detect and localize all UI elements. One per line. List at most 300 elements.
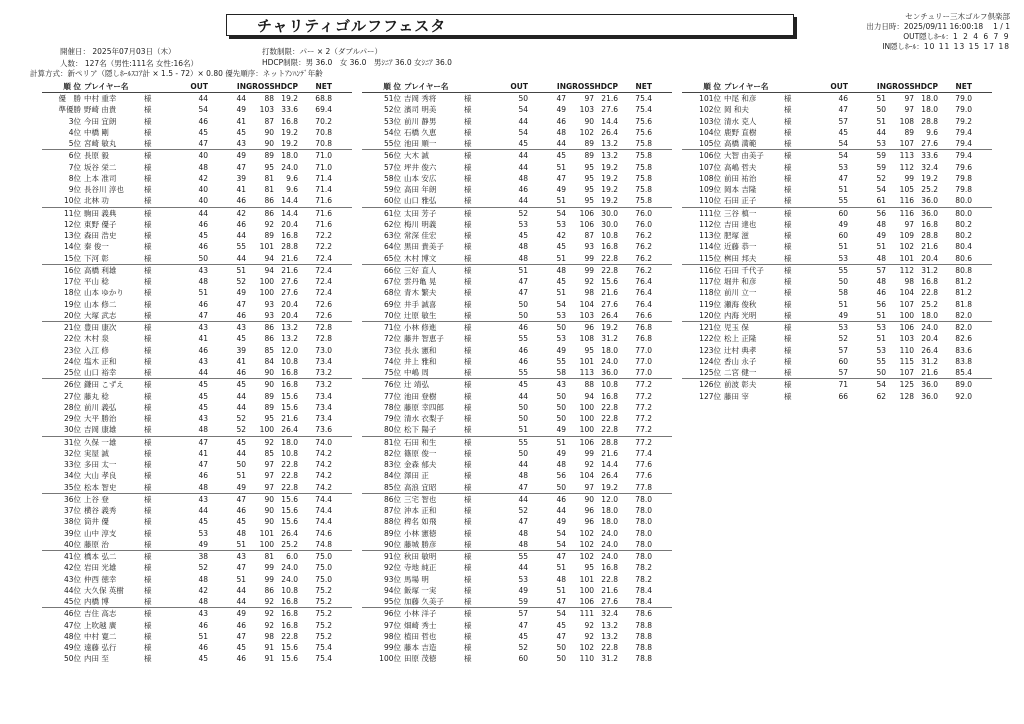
row-player: 高橋 利雄 — [84, 265, 117, 275]
table-row — [42, 620, 352, 631]
row-player: 坪井 俊六 — [404, 162, 437, 172]
row-in: 45 — [556, 620, 566, 630]
row-out: 58 — [838, 288, 848, 298]
row-in: 44 — [236, 391, 246, 401]
row-out: 53 — [838, 253, 848, 263]
row-gross: 108 — [899, 116, 914, 126]
row-out: 48 — [518, 528, 528, 538]
row-honorific: 様 — [144, 414, 152, 424]
row-hdcp: 30.0 — [601, 208, 618, 218]
table-row — [42, 104, 352, 115]
row-in: 48 — [876, 219, 886, 229]
row-rank: 123位 — [699, 345, 721, 355]
row-honorific: 様 — [784, 127, 792, 137]
info-date: 開催日： 2025年07月03日（木） — [60, 47, 176, 56]
row-rank: 10位 — [63, 196, 81, 206]
row-net: 89.0 — [955, 380, 972, 390]
row-net: 79.4 — [955, 151, 972, 161]
row-honorific: 様 — [464, 116, 472, 126]
row-honorific: 様 — [144, 94, 152, 104]
row-honorific: 様 — [144, 460, 152, 470]
row-rank: 55位 — [383, 139, 401, 149]
row-player: 山口 雅弘 — [404, 196, 437, 206]
row-out: 47 — [838, 105, 848, 115]
row-gross: 95 — [584, 185, 594, 195]
row-honorific: 様 — [464, 585, 472, 595]
row-out: 44 — [198, 368, 208, 378]
row-player: 坂谷 栄二 — [84, 162, 117, 172]
row-hdcp: 13.2 — [601, 139, 618, 149]
table-row — [682, 104, 992, 115]
row-net: 72.4 — [315, 288, 332, 298]
row-rank: 48位 — [63, 631, 81, 641]
header-in: IN — [876, 81, 886, 91]
row-out: 46 — [518, 323, 528, 333]
row-hdcp: 16.8 — [281, 368, 298, 378]
row-honorific: 様 — [144, 609, 152, 619]
row-honorific: 様 — [144, 552, 152, 562]
row-hdcp: 22.8 — [601, 253, 618, 263]
row-rank: 98位 — [383, 631, 401, 641]
row-player: 高嶋 哲夫 — [724, 162, 757, 172]
row-net: 72.4 — [315, 277, 332, 287]
row-player: 駒田 義典 — [84, 208, 117, 218]
row-honorific: 様 — [464, 482, 472, 492]
row-player: 松本 智史 — [84, 482, 117, 492]
table-row — [362, 550, 672, 562]
row-player: 今田 宜朗 — [84, 116, 117, 126]
row-in: 50 — [876, 368, 886, 378]
table-row — [362, 321, 672, 333]
row-in: 53 — [556, 310, 566, 320]
row-gross: 104 — [579, 299, 594, 309]
row-out: 44 — [518, 196, 528, 206]
row-player: 池田 登樹 — [404, 391, 437, 401]
row-in: 51 — [556, 288, 566, 298]
row-gross: 87 — [584, 231, 594, 241]
output-datetime-row — [790, 22, 1010, 32]
row-hdcp: 24.0 — [601, 539, 618, 549]
row-honorific: 様 — [784, 139, 792, 149]
row-out: 50 — [518, 94, 528, 104]
row-gross: 89 — [584, 139, 594, 149]
row-in: 46 — [236, 620, 246, 630]
row-net: 76.8 — [635, 334, 652, 344]
row-rank: 62位 — [383, 219, 401, 229]
row-in: 45 — [236, 517, 246, 527]
row-in: 50 — [556, 482, 566, 492]
row-honorific: 様 — [464, 471, 472, 481]
row-rank: 101位 — [699, 94, 721, 104]
row-net: 72.6 — [315, 299, 332, 309]
row-net: 71.6 — [315, 196, 332, 206]
row-in: 39 — [236, 173, 246, 183]
row-player: 小林 洋子 — [404, 609, 437, 619]
row-in: 49 — [876, 231, 886, 241]
row-out: 45 — [198, 517, 208, 527]
row-out: 52 — [198, 563, 208, 573]
row-gross: 115 — [899, 356, 914, 366]
table-row — [42, 470, 352, 481]
row-in: 42 — [556, 231, 566, 241]
row-player: 野崎 由貴 — [84, 105, 117, 115]
row-in: 46 — [236, 506, 246, 516]
row-hdcp: 36.0 — [921, 208, 938, 218]
row-player: 岡 和夫 — [724, 105, 749, 115]
row-net: 77.8 — [635, 482, 652, 492]
row-rank: 44位 — [63, 585, 81, 595]
row-rank: 63位 — [383, 231, 401, 241]
row-hdcp: 24.0 — [921, 323, 938, 333]
row-hdcp: 28.8 — [921, 231, 938, 241]
row-hdcp: 26.4 — [601, 310, 618, 320]
row-gross: 100 — [579, 414, 594, 424]
row-net: 73.6 — [315, 425, 332, 435]
row-in: 51 — [876, 242, 886, 252]
header-in: IN — [556, 81, 566, 91]
table-row — [42, 596, 352, 607]
row-player: 藤原 治 — [84, 539, 109, 549]
table-row — [42, 505, 352, 516]
row-hdcp: 22.8 — [921, 288, 938, 298]
row-gross: 94 — [264, 253, 274, 263]
row-out: 45 — [198, 402, 208, 412]
row-hdcp: 25.2 — [921, 185, 938, 195]
row-in: 56 — [556, 471, 566, 481]
row-honorific: 様 — [144, 277, 152, 287]
row-honorific: 様 — [784, 380, 792, 390]
row-honorific: 様 — [784, 345, 792, 355]
row-net: 73.0 — [315, 345, 332, 355]
row-player: 藤丸 稔 — [84, 391, 109, 401]
row-player: 山口 裕幸 — [84, 368, 117, 378]
row-player: 近藤 恭一 — [724, 242, 757, 252]
row-gross: 101 — [259, 528, 274, 538]
row-out: 43 — [198, 356, 208, 366]
row-out: 45 — [198, 391, 208, 401]
header-meta — [790, 12, 1010, 52]
row-net: 76.4 — [635, 288, 652, 298]
row-net: 71.6 — [315, 208, 332, 218]
row-rank: 82位 — [383, 448, 401, 458]
row-gross: 100 — [579, 402, 594, 412]
row-gross: 95 — [584, 173, 594, 183]
row-gross: 90 — [584, 116, 594, 126]
row-net: 78.4 — [635, 585, 652, 595]
row-hdcp: 31.2 — [601, 654, 618, 664]
row-in: 50 — [556, 391, 566, 401]
row-honorific: 様 — [144, 654, 152, 664]
row-gross: 112 — [899, 162, 914, 172]
row-rank: 91位 — [383, 552, 401, 562]
row-net: 75.8 — [635, 196, 652, 206]
row-in: 47 — [556, 631, 566, 641]
row-net: 74.4 — [315, 494, 332, 504]
table-row — [42, 116, 352, 127]
header-player: プレイヤー名 — [404, 81, 449, 91]
row-hdcp: 21.6 — [281, 253, 298, 263]
table-row — [42, 93, 352, 104]
row-in: 49 — [556, 517, 566, 527]
table-row — [682, 184, 992, 195]
row-honorific: 様 — [144, 196, 152, 206]
header-out: OUT — [510, 81, 528, 91]
row-in: 50 — [556, 414, 566, 424]
table-row — [362, 345, 672, 356]
row-out: 48 — [518, 242, 528, 252]
row-hdcp: 19.2 — [601, 185, 618, 195]
row-honorific: 様 — [464, 448, 472, 458]
row-in: 50 — [556, 643, 566, 653]
row-honorific: 様 — [784, 310, 792, 320]
row-gross: 93 — [584, 242, 594, 252]
row-out: 49 — [198, 539, 208, 549]
row-out: 46 — [198, 299, 208, 309]
row-player: 山中 淳支 — [84, 528, 117, 538]
row-hdcp: 19.2 — [601, 196, 618, 206]
row-hdcp: 19.2 — [601, 323, 618, 333]
row-net: 75.8 — [635, 139, 652, 149]
row-player: 澤田 正 — [404, 471, 429, 481]
table-row — [682, 195, 992, 206]
row-in: 51 — [876, 94, 886, 104]
table-row — [362, 493, 672, 505]
row-honorific: 様 — [464, 517, 472, 527]
row-hdcp: 19.2 — [281, 127, 298, 137]
row-in: 49 — [236, 609, 246, 619]
row-out: 50 — [838, 277, 848, 287]
row-player: 太田 芳子 — [404, 208, 437, 218]
row-hdcp: 15.6 — [281, 402, 298, 412]
row-honorific: 様 — [144, 310, 152, 320]
row-net: 80.0 — [955, 196, 972, 206]
row-rank: 39位 — [63, 528, 81, 538]
row-net: 71.4 — [315, 173, 332, 183]
table-row — [682, 127, 992, 138]
row-net: 75.6 — [635, 116, 652, 126]
row-hdcp: 22.8 — [281, 460, 298, 470]
row-out: 47 — [518, 288, 528, 298]
row-honorific: 様 — [144, 539, 152, 549]
row-hdcp: 20.4 — [281, 299, 298, 309]
row-rank: 53位 — [383, 116, 401, 126]
row-rank: 35位 — [63, 482, 81, 492]
row-hdcp: 22.8 — [601, 402, 618, 412]
header-rank: 順 位 — [63, 81, 81, 91]
row-rank: 81位 — [383, 437, 401, 447]
row-net: 75.2 — [315, 631, 332, 641]
row-player: 内田 至 — [84, 654, 109, 664]
row-honorific: 様 — [464, 494, 472, 504]
row-out: 44 — [518, 391, 528, 401]
row-rank: 23位 — [63, 345, 81, 355]
row-out: 41 — [198, 334, 208, 344]
row-net: 79.8 — [955, 173, 972, 183]
row-in: 51 — [876, 334, 886, 344]
table-row — [362, 207, 672, 219]
row-out: 53 — [518, 574, 528, 584]
header-rank: 順 位 — [703, 81, 721, 91]
row-honorific: 様 — [464, 563, 472, 573]
row-rank: 107位 — [699, 162, 721, 172]
row-gross: 86 — [264, 196, 274, 206]
row-player: 濱司 明美 — [404, 105, 437, 115]
table-row — [362, 367, 672, 378]
row-rank: 112位 — [699, 219, 721, 229]
row-out: 48 — [518, 253, 528, 263]
row-gross: 95 — [584, 345, 594, 355]
row-honorific: 様 — [144, 437, 152, 447]
row-in: 54 — [556, 208, 566, 218]
row-rank: 38位 — [63, 517, 81, 527]
row-honorific: 様 — [784, 105, 792, 115]
row-in: 44 — [236, 585, 246, 595]
row-gross: 102 — [579, 643, 594, 653]
row-honorific: 様 — [464, 345, 472, 355]
row-player: 鹿野 直樹 — [724, 127, 757, 137]
row-player: 上谷 登 — [84, 494, 109, 504]
row-gross: 95 — [584, 563, 594, 573]
table-row — [42, 378, 352, 390]
table-row — [42, 482, 352, 493]
table-row — [42, 127, 352, 138]
row-gross: 95 — [264, 414, 274, 424]
header-rank: 順 位 — [383, 81, 401, 91]
row-honorific: 様 — [464, 552, 472, 562]
row-honorific: 様 — [464, 506, 472, 516]
info-calc: 計算方式：新ペリア（隠しﾎｰﾙｽｺｱ計 × 1.5 - 72）× 0.80 優先順序：ネットｱﾝﾊﾝﾃﾞ年齢 — [30, 69, 323, 78]
row-out: 54 — [518, 127, 528, 137]
row-in: 53 — [876, 139, 886, 149]
row-hdcp: 18.0 — [601, 506, 618, 516]
row-rank: 45位 — [63, 597, 81, 607]
row-net: 78.0 — [635, 552, 652, 562]
row-rank: 36位 — [63, 494, 81, 504]
row-rank: 84位 — [383, 471, 401, 481]
row-player: 筒井 優 — [84, 517, 109, 527]
row-net: 76.2 — [635, 253, 652, 263]
row-in: 45 — [556, 242, 566, 252]
header-out: OUT — [190, 81, 208, 91]
row-player: 児玉 保 — [724, 323, 749, 333]
row-out: 48 — [198, 162, 208, 172]
row-honorific: 様 — [144, 482, 152, 492]
row-gross: 113 — [579, 368, 594, 378]
row-hdcp: 24.0 — [281, 162, 298, 172]
row-gross: 100 — [579, 425, 594, 435]
row-gross: 103 — [259, 105, 274, 115]
row-out: 45 — [518, 631, 528, 641]
row-honorific: 様 — [144, 345, 152, 355]
row-in: 43 — [236, 552, 246, 562]
row-player: 辻 靖弘 — [404, 380, 429, 390]
row-in: 55 — [876, 356, 886, 366]
page-number: 1 / 1 — [993, 22, 1010, 31]
row-hdcp: 13.2 — [281, 334, 298, 344]
row-in: 54 — [556, 299, 566, 309]
row-gross: 110 — [579, 654, 594, 664]
table-row — [362, 631, 672, 642]
table-row — [42, 413, 352, 424]
table-row — [42, 516, 352, 527]
row-honorific: 様 — [784, 162, 792, 172]
row-player: 辻村 典孝 — [724, 345, 757, 355]
row-rank: 22位 — [63, 334, 81, 344]
row-in: 48 — [876, 253, 886, 263]
row-net: 78.0 — [635, 517, 652, 527]
row-out: 43 — [198, 609, 208, 619]
row-gross: 100 — [579, 585, 594, 595]
row-gross: 102 — [899, 242, 914, 252]
row-in: 51 — [556, 585, 566, 595]
row-hdcp: 21.6 — [921, 242, 938, 252]
row-hdcp: 16.8 — [601, 242, 618, 252]
row-rank: 110位 — [699, 196, 721, 206]
row-in: 47 — [236, 631, 246, 641]
row-in: 51 — [236, 539, 246, 549]
row-player: 中尾 和彦 — [724, 94, 757, 104]
row-player: 吉岡 康雄 — [84, 425, 117, 435]
row-net: 72.4 — [315, 265, 332, 275]
in-hidden-row — [790, 42, 1010, 52]
row-honorific: 様 — [784, 323, 792, 333]
row-net: 80.6 — [955, 253, 972, 263]
row-gross: 92 — [584, 631, 594, 641]
row-net: 72.4 — [315, 253, 332, 263]
row-out: 44 — [518, 563, 528, 573]
row-rank: 97位 — [383, 620, 401, 630]
row-rank: 115位 — [699, 253, 721, 263]
row-rank: 4位 — [68, 127, 81, 137]
row-hdcp: 21.6 — [281, 265, 298, 275]
header-player: プレイヤー名 — [84, 81, 129, 91]
row-hdcp: 19.2 — [281, 94, 298, 104]
row-net: 79.2 — [955, 116, 972, 126]
row-player: 前田 祐治 — [724, 173, 757, 183]
row-gross: 93 — [264, 310, 274, 320]
row-hdcp: 22.8 — [601, 425, 618, 435]
row-honorific: 様 — [464, 609, 472, 619]
header-gross: GROSS — [886, 81, 915, 91]
row-in: 51 — [236, 265, 246, 275]
row-hdcp: 22.8 — [281, 482, 298, 492]
row-rank: 88位 — [383, 517, 401, 527]
row-net: 77.2 — [635, 437, 652, 447]
row-net: 92.0 — [955, 391, 972, 401]
row-gross: 104 — [899, 288, 914, 298]
row-in: 51 — [556, 563, 566, 573]
row-player: 鎌田 こずえ — [84, 380, 124, 390]
row-hdcp: 9.6 — [286, 173, 298, 183]
row-net: 71.0 — [315, 162, 332, 172]
table-row — [362, 436, 672, 448]
row-rank: 6位 — [68, 151, 81, 161]
row-in: 51 — [236, 574, 246, 584]
row-net: 80.2 — [955, 219, 972, 229]
row-rank: 87位 — [383, 506, 401, 516]
table-row — [682, 219, 992, 230]
row-rank: 102位 — [699, 105, 721, 115]
row-gross: 92 — [264, 597, 274, 607]
table-row — [682, 149, 992, 161]
table-row — [682, 162, 992, 173]
row-in: 50 — [556, 654, 566, 664]
row-rank: 74位 — [383, 356, 401, 366]
row-gross: 105 — [899, 185, 914, 195]
row-out: 50 — [518, 414, 528, 424]
row-hdcp: 33.6 — [281, 105, 298, 115]
row-rank: 7位 — [68, 162, 81, 172]
